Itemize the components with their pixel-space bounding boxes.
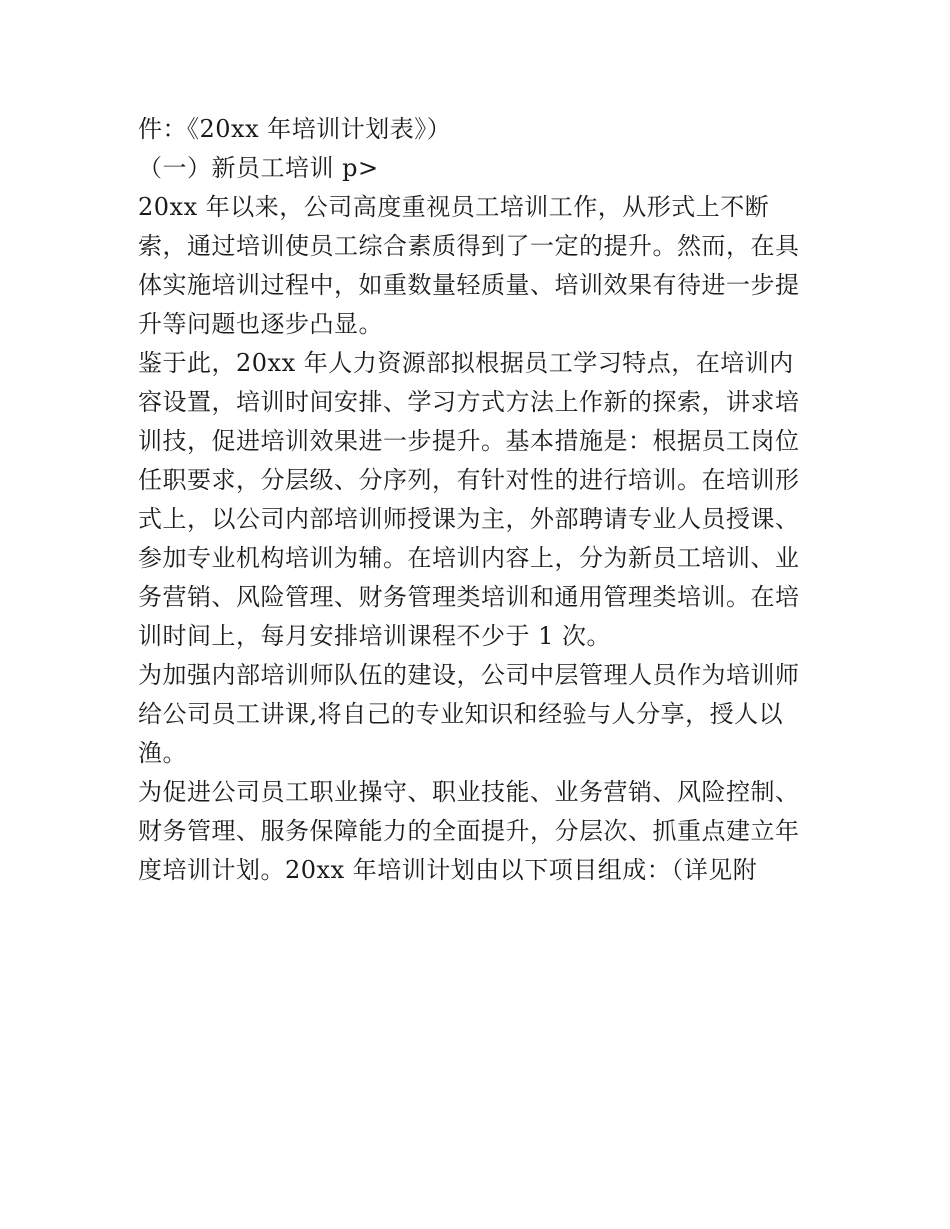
text-line: 给公司员工讲课,将自己的专业知识和经验与人分享，授人以 bbox=[138, 700, 784, 728]
text-line: 度培训计划。20xx 年培训计划由以下项目组成：（详见附 bbox=[138, 856, 758, 884]
text-line: 件：《20xx 年培训计划表》） bbox=[138, 115, 452, 143]
text-line: 容设置，培训时间安排、学习方式方法上作新的探索，讲求培 bbox=[138, 388, 800, 416]
text-line: 为加强内部培训师队伍的建设，公司中层管理人员作为培训师 bbox=[138, 661, 800, 689]
text-line: 鉴于此，20xx 年人力资源部拟根据员工学习特点，在培训内 bbox=[138, 349, 794, 377]
text-line: 训时间上，每月安排培训课程不少于 1 次。 bbox=[138, 622, 612, 650]
text-line: 训技，促进培训效果进一步提升。基本措施是：根据员工岗位 bbox=[138, 427, 800, 455]
text-line: 为促进公司员工职业操守、职业技能、业务营销、风险控制、 bbox=[138, 778, 800, 806]
text-line: 20xx 年以来，公司高度重视员工培训工作，从形式上不断 bbox=[138, 193, 770, 221]
text-line: 索，通过培训使员工综合素质得到了一定的提升。然而，在具 bbox=[138, 232, 800, 260]
text-line: 财务管理、服务保障能力的全面提升，分层次、抓重点建立年 bbox=[138, 817, 800, 845]
text-line: 渔。 bbox=[138, 739, 187, 767]
text-line: 式上，以公司内部培训师授课为主，外部聘请专业人员授课、 bbox=[138, 505, 800, 533]
text-line: 升等问题也逐步凸显。 bbox=[138, 310, 383, 338]
text-line: 任职要求，分层级、分序列，有针对性的进行培训。在培训形 bbox=[138, 466, 800, 494]
text-line: 务营销、风险管理、财务管理类培训和通用管理类培训。在培 bbox=[138, 583, 800, 611]
text-line: 参加专业机构培训为辅。在培训内容上，分为新员工培训、业 bbox=[138, 544, 800, 572]
section-heading: （一）新员工培训 p> bbox=[138, 154, 379, 182]
document-body bbox=[138, 110, 818, 890]
text-line: 体实施培训过程中，如重数量轻质量、培训效果有待进一步提 bbox=[138, 271, 800, 299]
